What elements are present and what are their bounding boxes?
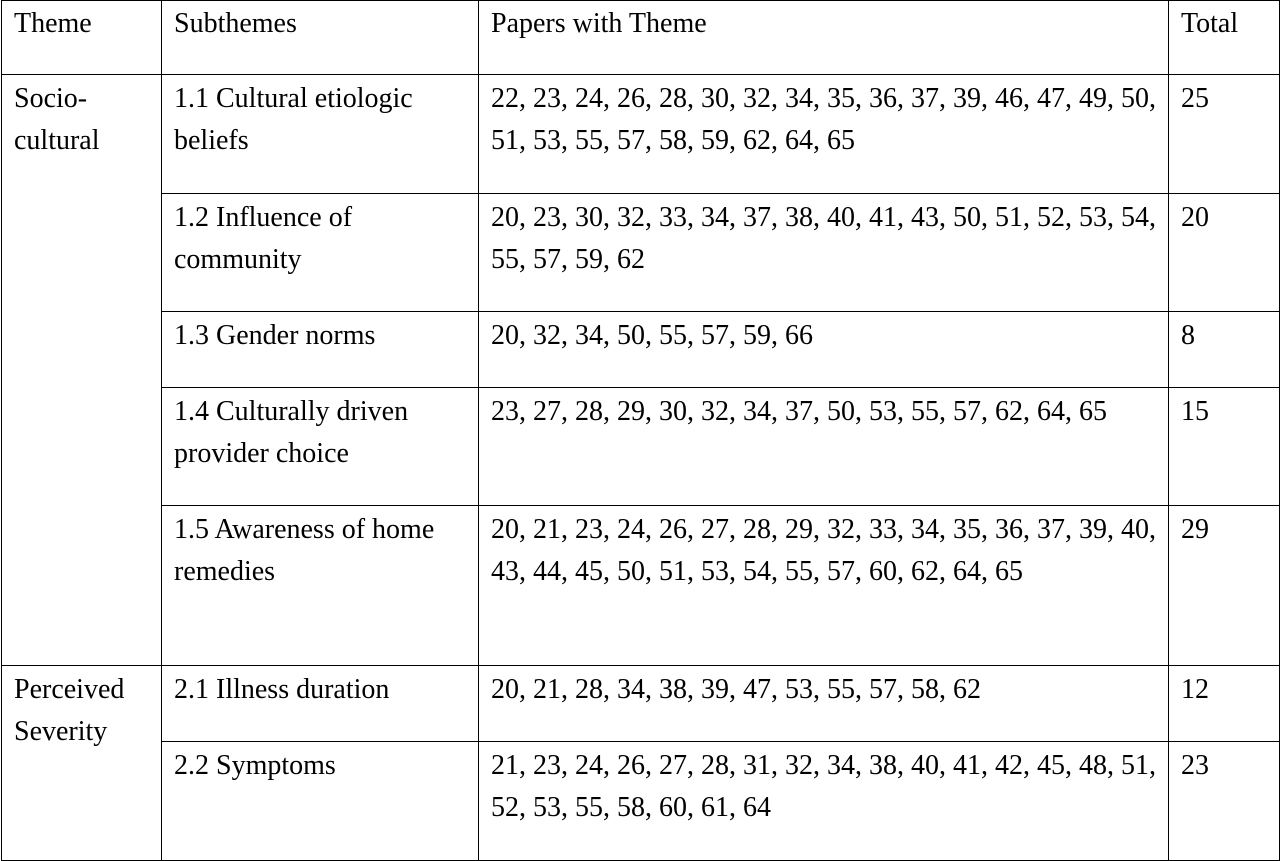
table-row: [2, 75, 1280, 194]
total-cell: 15: [1169, 388, 1280, 506]
papers-cell: 22, 23, 24, 26, 28, 30, 32, 34, 35, 36, 37, 39, 46, 47, 49, 50, 51, 53, 55, 57, 58, 59, 62, 64, 65: [479, 75, 1169, 194]
table-row: [2, 312, 1280, 388]
subtheme-cell: 2.1 Illness duration: [162, 666, 479, 742]
total-cell: 25: [1169, 75, 1280, 194]
subtheme-cell: 2.2 Symptoms: [162, 742, 479, 861]
subtheme-cell: 1.5 Awareness of home remedies: [162, 506, 479, 666]
table-row: [2, 506, 1280, 666]
header-papers: Papers with Theme: [479, 1, 1169, 75]
themes-table: [1, 0, 1280, 861]
subtheme-cell: 1.1 Cultural etiologic beliefs: [162, 75, 479, 194]
papers-cell: 20, 32, 34, 50, 55, 57, 59, 66: [479, 312, 1169, 388]
table-row: [2, 194, 1280, 312]
header-theme: Theme: [2, 1, 162, 75]
papers-cell: 23, 27, 28, 29, 30, 32, 34, 37, 50, 53, 55, 57, 62, 64, 65: [479, 388, 1169, 506]
header-total: Total: [1169, 1, 1280, 75]
total-cell: 20: [1169, 194, 1280, 312]
header-subthemes: Subthemes: [162, 1, 479, 75]
table-row: [2, 666, 1280, 742]
table-row: [2, 388, 1280, 506]
papers-cell: 20, 23, 30, 32, 33, 34, 37, 38, 40, 41, 43, 50, 51, 52, 53, 54, 55, 57, 59, 62: [479, 194, 1169, 312]
theme-cell-perceived-severity: Perceived Severity: [2, 666, 162, 861]
table-row: [2, 742, 1280, 861]
subtheme-cell: 1.2 Influence of community: [162, 194, 479, 312]
papers-cell: 21, 23, 24, 26, 27, 28, 31, 32, 34, 38, 40, 41, 42, 45, 48, 51, 52, 53, 55, 58, 60, 61, 64: [479, 742, 1169, 861]
papers-cell: 20, 21, 28, 34, 38, 39, 47, 53, 55, 57, 58, 62: [479, 666, 1169, 742]
subtheme-cell: 1.3 Gender norms: [162, 312, 479, 388]
subtheme-cell: 1.4 Culturally driven provider choice: [162, 388, 479, 506]
total-cell: 29: [1169, 506, 1280, 666]
total-cell: 23: [1169, 742, 1280, 861]
total-cell: 12: [1169, 666, 1280, 742]
total-cell: 8: [1169, 312, 1280, 388]
table-header-row: [2, 1, 1280, 75]
theme-cell-socio-cultural: Socio-cultural: [2, 75, 162, 666]
papers-cell: 20, 21, 23, 24, 26, 27, 28, 29, 32, 33, 34, 35, 36, 37, 39, 40, 43, 44, 45, 50, 51, 53, 54, 55, 57, 60, 62, 64, 65: [479, 506, 1169, 666]
